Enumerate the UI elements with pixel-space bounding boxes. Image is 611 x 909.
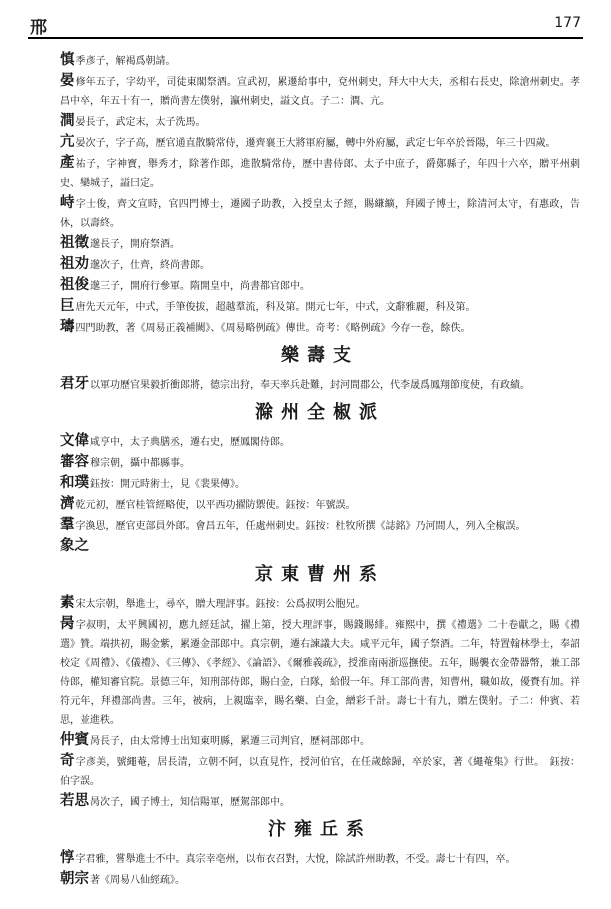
genealogy-entry [60,193,580,233]
person-name: 奇 [60,752,75,769]
entry-text: 晏次子，字子高，歷官通直散騎常侍，遷齊襄王大將軍府屬，轉中外府屬，武定七年卒於晉陽，年三十四歲。 [75,138,556,149]
entry-text: 祐子，字神寶，舉秀才，除著作郎，進散騎常侍，歷中書侍郎、太子中庶子，爵鄚縣子，年四十六卒，贈平州刺史、欒城子，謚曰定。 [60,159,581,189]
entry-text: 昺次子，國子博士，知信陽軍，歷駕部郎中。 [90,797,290,808]
entry-text: 邈三子，開府行參軍。隋開皇中，尚書都官郎中。 [90,281,310,292]
entry-text: 以軍功歷官果毅折衝郎將，德宗出狩，奉天率兵赴難，封河間郡公，代李晟爲鳳翔節度使，有政績。 [90,380,530,391]
genealogy-entry [60,494,580,515]
person-name: 亢 [60,133,75,150]
genealogy-entry [60,869,580,890]
person-name: 仲賓 [60,731,89,748]
genealogy-entry [60,791,580,812]
entry-text: 昺長子，由太常博士出知東明縣，累遷三司判官，歷祠部郎中。 [90,736,370,747]
entry-text: 字叔明，太平興國初，應九經廷試，擢上第，授大理評事，賜錢賜緋。雍熙中，撰《禮選》二十卷獻之，賜《禮選》贊。端拱初，賜金紫，累遷金部郎中。真宗朝，遷右諫議大夫。咸平元年，國子祭酒。二年，特置翰林學士，奉詔校定《周禮》、《儀禮》、《三傳》、《孝經》、《論語》、《爾雅義疏》，授淮南兩浙巡撫使。五年，賜襲衣金帶器幣，兼工部侍郎，權知審官院。景德三年，知刑部侍郎，賜白金，白隊，給假一年。拜工部尚書，知曹州，職如故，優賚有加。祥符元年，拜禮部尚書。三年，被病，上親臨幸，賜名藥、白金，繒彩千計。壽七十有九，贈左僕射。子二：仲賓、若思，並進秩。 [60,620,581,726]
entry-text: 晏長子，武定末，太子洗馬。 [75,117,206,128]
person-name: 祖俊 [60,276,89,293]
person-name: 素 [60,594,75,611]
genealogy-entry [60,374,580,395]
genealogy-entry [60,593,580,614]
genealogy-entry [60,848,580,869]
genealogy-entry [60,50,580,71]
entry-text: 字彥美，號繩菴，居長清，立朝不阿，以直見忤，授河伯官，在任歲餘歸，卒於家，著《繩菴集》行世。 鈺按：伯字誤。 [60,757,581,787]
entry-text: 唐先天元年，中式，手筆俊拔，超越羣流，科及第。開元七年，中式，文辭雅麗，科及第。 [75,302,476,313]
genealogy-entry [60,71,580,111]
running-title: 邢 [30,18,47,38]
section-heading: 滁州全椒派 [255,402,385,423]
genealogy-entry [60,254,580,275]
genealogy-entry [60,275,580,296]
genealogy-entry [60,296,580,317]
genealogy-entry [60,132,580,153]
entry-text: 字士俊，齊文宣時，官四門博士，遷國子助教，入授皇太子經，賜縑纊，拜國子博士，除清河太守，有惠政，告休，以壽終。 [60,199,581,229]
entry-text: 穆宗朝，攝中都縣事。 [90,458,190,469]
person-name: 昺 [60,615,75,632]
genealogy-entry [60,452,580,473]
entry-text: 四門助教，著《周易正義補闕》、《周易略例疏》傳世。奇考：《略例疏》今存一卷，餘佚。 [75,323,471,334]
header-rule [28,37,583,39]
section-heading: 京東曹州系 [255,564,385,585]
genealogy-entry [60,515,580,536]
person-name: 和璞 [60,474,89,491]
entry-text: 字君雅，嘗舉進士不中。真宗幸亳州，以布衣召對，大悅，除試許州助教，不受。壽七十有四，卒。 [75,854,516,865]
genealogy-entry [60,431,580,452]
person-name: 慎 [60,51,75,68]
person-name: 濟 [60,495,75,512]
person-name: 象之 [60,537,89,554]
person-name: 璹 [60,318,75,335]
genealogy-entry [60,473,580,494]
entry-text: 鈺按：開元時術士，見《裴果傳》。 [90,479,245,490]
person-name: 產 [60,154,75,171]
genealogy-entry [60,153,580,193]
entry-text: 咸亨中，太子典膳丞，遷右史，歷鳳閣侍郎。 [90,437,290,448]
entry-text: 邈次子，仕齊，終尚書郎。 [90,260,210,271]
section-heading: 汴雍丘系 [268,819,372,840]
person-name: 祖徵 [60,234,89,251]
person-name: 峙 [60,194,75,211]
entry-text: 字渙思，歷官吏部員外郎。會昌五年，任處州刺史。鈺按：杜牧所撰《誌銘》乃河間人，列入全椒誤。 [75,521,526,532]
genealogy-entry [60,317,580,338]
entry-text: 宋太宗朝，舉進士，尋卒，贈大理評事。鈺按：公爲叔明公胞兄。 [75,599,366,610]
person-name: 君牙 [60,375,89,392]
person-name: 審容 [60,453,89,470]
entry-text: 著《周易八仙經疏》。 [90,875,185,886]
person-name: 文偉 [60,432,89,449]
person-name: 若思 [60,792,89,809]
genealogy-entry [60,751,580,791]
person-name: 惇 [60,849,75,866]
genealogy-entry [60,536,580,557]
entry-text: 季彥子，解褐爲朝請。 [75,56,176,67]
person-name: 巨 [60,297,75,314]
entry-text: 邈長子，開府祭酒。 [90,239,180,250]
section-heading: 樂壽支 [281,345,359,366]
person-name: 朝宗 [60,870,89,887]
person-name: 晏 [60,72,75,89]
genealogy-entry [60,730,580,751]
page-body [60,50,580,890]
entry-text: 修年五子，字幼平，司徒東閣祭酒。宣武初，累遷給事中，兗州刺史，拜大中大夫，丞相右長史，除滄州刺史。孝昌中卒，年五十有一，贈尚書左僕射，瀛州刺史，謚文貞。子二：澗、亢。 [60,77,581,107]
genealogy-entry [60,614,580,730]
person-name: 澗 [60,112,75,129]
person-name: 祖劝 [60,255,89,272]
genealogy-entry [60,111,580,132]
page-header [0,0,611,44]
genealogy-entry [60,233,580,254]
entry-text: 乾元初，歷官桂管經略使，以平西功擢防禦使。鈺按：年號誤。 [75,500,356,511]
person-name: 羣 [60,516,75,533]
page-number: 177 [554,15,581,31]
